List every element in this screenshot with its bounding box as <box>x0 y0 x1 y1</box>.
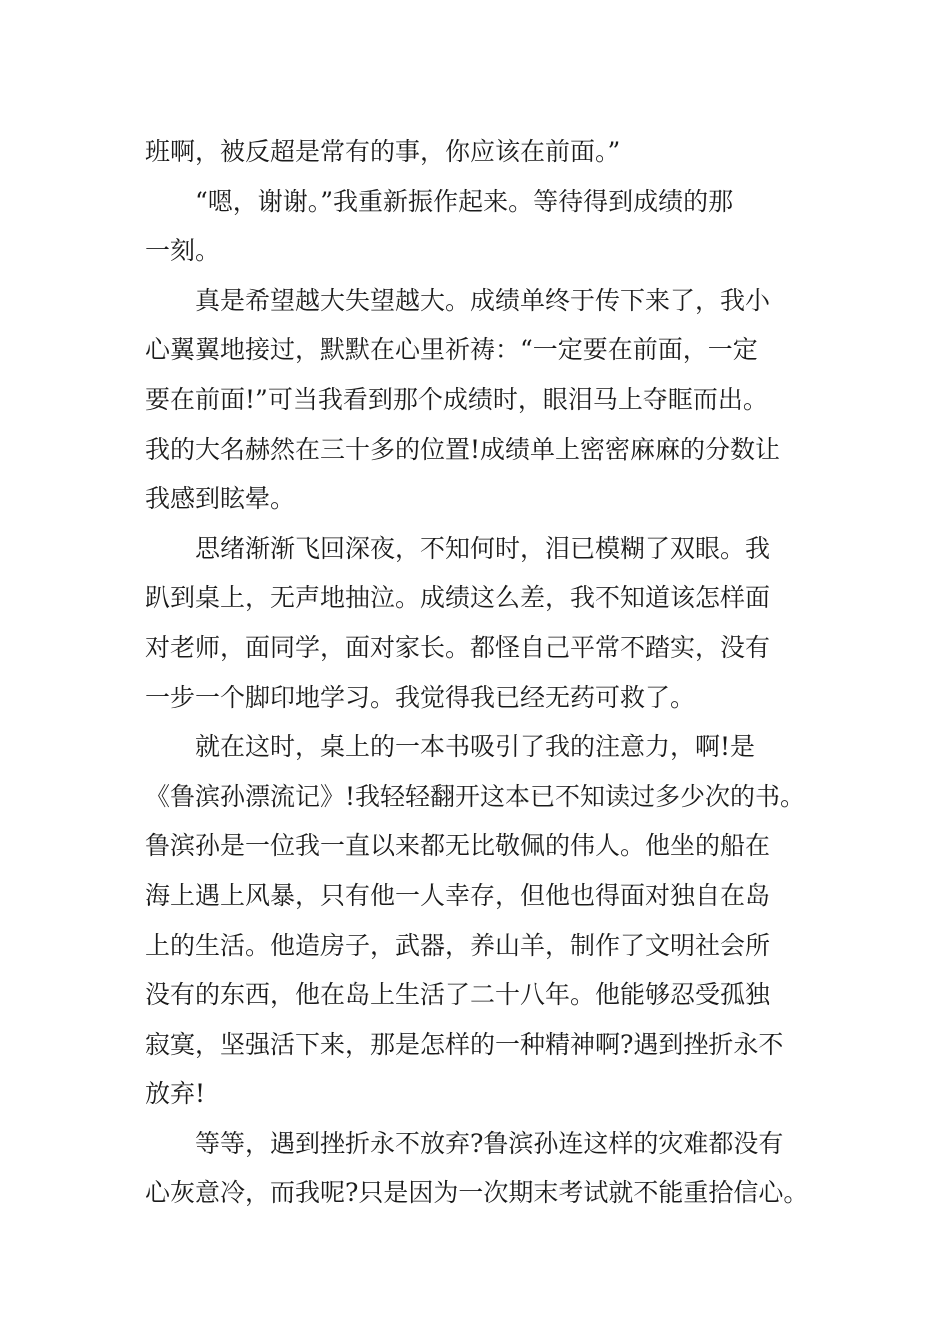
text-line: 趴到桌上，无声地抽泣。成绩这么差，我不知道该怎样面 <box>145 583 771 613</box>
text-line: “嗯，谢谢。”我重新振作起来。等待得到成绩的那 <box>145 186 734 216</box>
text-line: 一刻。 <box>145 236 221 266</box>
text-line: 鲁滨孙是一位我一直以来都无比敬佩的伟人。他坐的船在 <box>145 831 771 861</box>
text-line: 就在这时，桌上的一本书吸引了我的注意力，啊!是 <box>145 732 756 762</box>
text-line: 《鲁滨孙漂流记》!我轻轻翻开这本已不知读过多少次的书。 <box>145 781 806 811</box>
text-line: 班啊，被反超是常有的事，你应该在前面。” <box>145 137 621 166</box>
text-line: 心翼翼地接过，默默在心里祈祷：“一定要在前面，一定 <box>145 335 758 365</box>
text-line: 海上遇上风暴，只有他一人幸存，但他也得面对独自在岛 <box>145 880 771 910</box>
text-line: 对老师，面同学，面对家长。都怪自己平常不踏实，没有 <box>145 632 771 662</box>
text-line: 寂寞，坚强活下来，那是怎样的一种精神啊?遇到挫折永不 <box>145 1029 784 1059</box>
text-line: 我感到眩晕。 <box>145 484 296 514</box>
text-line: 没有的东西，他在岛上生活了二十八年。他能够忍受孤独 <box>145 980 771 1010</box>
body-text <box>145 127 845 1218</box>
text-line: 等等，遇到挫折永不放弃?鲁滨孙连这样的灾难都没有 <box>145 1128 784 1158</box>
text-line: 一步一个脚印地学习。我觉得我已经无药可救了。 <box>145 682 696 712</box>
text-line: 放弃! <box>145 1079 206 1109</box>
text-line: 思绪渐渐飞回深夜，不知何时，泪已模糊了双眼。我 <box>145 533 771 563</box>
text-line: 真是希望越大失望越大。成绩单终于传下来了，我小 <box>145 285 771 315</box>
text-line: 上的生活。他造房子，武器，养山羊，制作了文明社会所 <box>145 930 771 960</box>
text-line: 要在前面!”可当我看到那个成绩时，眼泪马上夺眶而出。 <box>145 384 768 414</box>
text-line: 心灰意冷，而我呢?只是因为一次期末考试就不能重拾信心。 <box>145 1178 809 1208</box>
text-line: 我的大名赫然在三十多的位置!成绩单上密密麻麻的分数让 <box>145 434 781 464</box>
